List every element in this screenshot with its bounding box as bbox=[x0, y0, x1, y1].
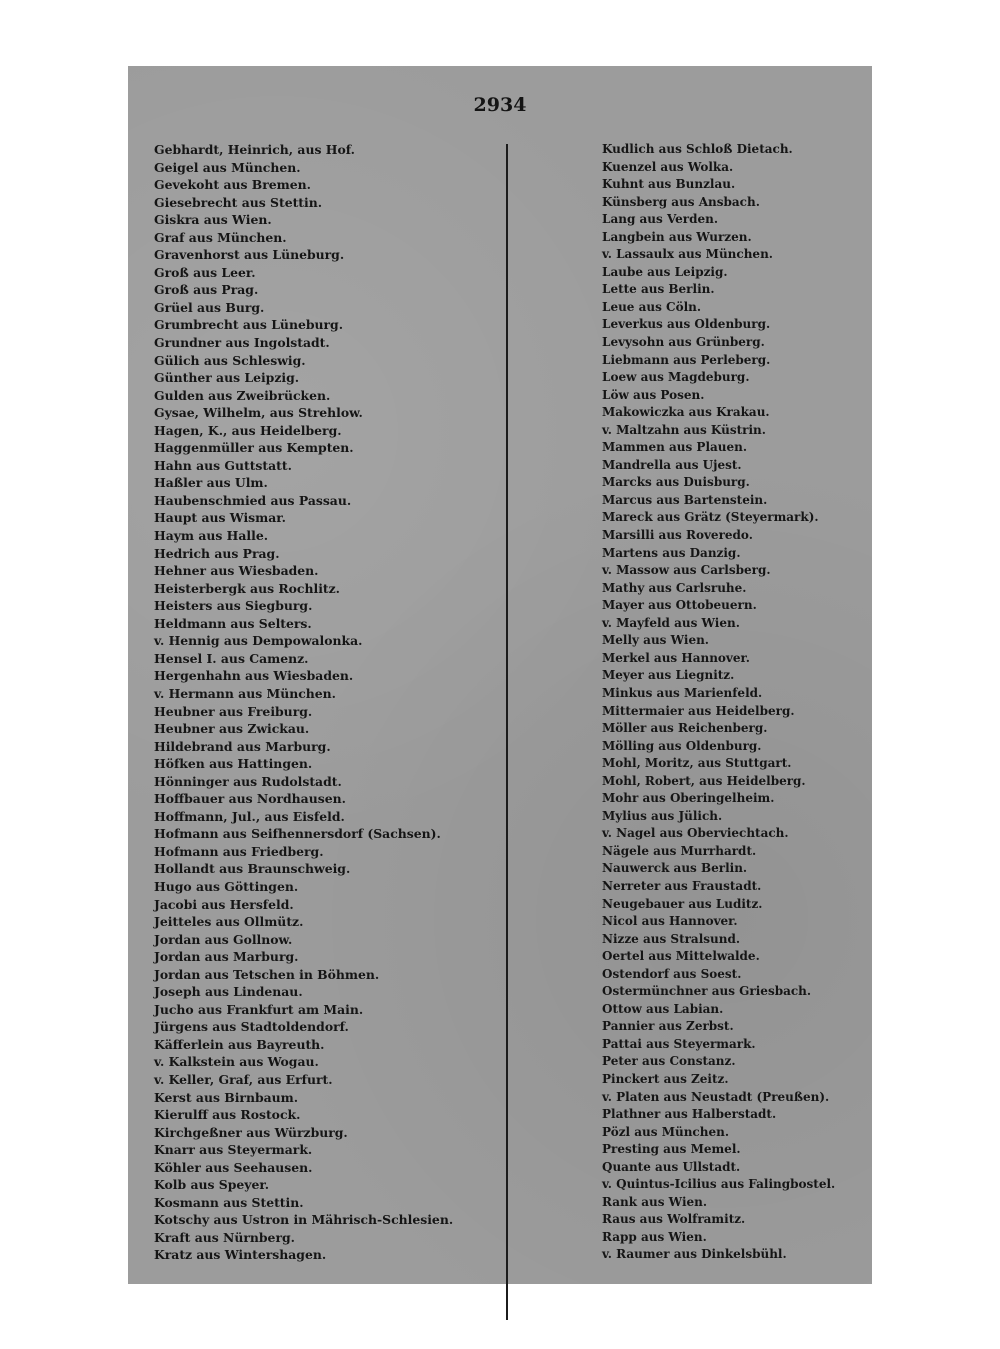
list-item: Ottow aus Labian. bbox=[602, 1001, 724, 1016]
list-item: Jordan aus Marburg. bbox=[154, 949, 299, 965]
list-item: Mandrella aus Ujest. bbox=[602, 457, 742, 472]
list-item: Laube aus Leipzig. bbox=[602, 264, 728, 279]
list-item: Marcus aus Bartenstein. bbox=[602, 492, 768, 507]
list-item: Rank aus Wien. bbox=[602, 1194, 708, 1209]
list-item: v. Kalkstein aus Wogau. bbox=[154, 1054, 319, 1070]
list-item: Gülich aus Schleswig. bbox=[154, 352, 306, 368]
list-item: Minkus aus Marienfeld. bbox=[602, 685, 763, 700]
list-item: Hofmann aus Seifhennersdorf (Sachsen). bbox=[154, 826, 441, 842]
list-item: Plathner aus Halberstadt. bbox=[602, 1107, 777, 1122]
list-item: v. Lassaulx aus München. bbox=[602, 247, 773, 262]
list-item: Pannier aus Zerbst. bbox=[602, 1019, 734, 1034]
list-item: Jacobi aus Hersfeld. bbox=[154, 896, 294, 912]
list-item: Merkel aus Hannover. bbox=[602, 650, 750, 665]
list-item: Gevekoht aus Bremen. bbox=[154, 177, 311, 193]
list-item: Hergenhahn aus Wiesbaden. bbox=[154, 668, 354, 684]
list-item: v. Hennig aus Dempowalonka. bbox=[154, 633, 363, 649]
list-item: Grumbrecht aus Lüneburg. bbox=[154, 317, 344, 333]
list-item: Raus aus Wolframitz. bbox=[602, 1212, 746, 1227]
list-item: Mylius aus Jülich. bbox=[602, 808, 723, 823]
list-item: Giskra aus Wien. bbox=[154, 212, 272, 228]
list-item: Leverkus aus Oldenburg. bbox=[602, 317, 771, 332]
list-item: Graf aus München. bbox=[154, 229, 287, 245]
list-item: Nizze aus Stralsund. bbox=[602, 931, 741, 946]
list-item: Pözl aus München. bbox=[602, 1124, 729, 1139]
list-item: Kratz aus Wintershagen. bbox=[154, 1247, 327, 1263]
list-item: Mayer aus Ottobeuern. bbox=[602, 598, 757, 613]
list-item: Gulden aus Zweibrücken. bbox=[154, 387, 331, 403]
list-item: Köhler aus Seehausen. bbox=[154, 1159, 313, 1175]
list-item: Pinckert aus Zeitz. bbox=[602, 1071, 729, 1086]
list-item: Mittermaier aus Heidelberg. bbox=[602, 703, 795, 718]
list-item: Käfferlein aus Bayreuth. bbox=[154, 1036, 325, 1052]
list-item: Möller aus Reichenberg. bbox=[602, 721, 768, 736]
list-item: Mammen aus Plauen. bbox=[602, 440, 748, 455]
list-item: v. Massow aus Carlsberg. bbox=[602, 563, 771, 578]
page-number: 2934 bbox=[473, 94, 527, 116]
list-item: Gebhardt, Heinrich, aus Hof. bbox=[154, 142, 355, 157]
list-item: Marsilli aus Roveredo. bbox=[602, 528, 753, 543]
list-item: Marcks aus Duisburg. bbox=[602, 475, 750, 490]
list-item: Liebmann aus Perleberg. bbox=[602, 352, 771, 367]
list-item: Knarr aus Steyermark. bbox=[154, 1142, 313, 1158]
list-item: Neugebauer aus Luditz. bbox=[602, 896, 763, 911]
right-column bbox=[602, 141, 868, 1264]
list-item: Kotschy aus Ustron in Mährisch-Schlesien. bbox=[154, 1212, 454, 1228]
left-column bbox=[154, 141, 494, 1264]
list-item: Makowiczka aus Krakau. bbox=[602, 405, 770, 420]
list-item: Langbein aus Wurzen. bbox=[602, 229, 752, 244]
list-item: Hugo aus Göttingen. bbox=[154, 878, 299, 894]
list-item: Loew aus Magdeburg. bbox=[602, 370, 750, 385]
list-item: Levysohn aus Grünberg. bbox=[602, 335, 765, 350]
list-item: Joseph aus Lindenau. bbox=[154, 984, 303, 1000]
list-item: Haupt aus Wismar. bbox=[154, 510, 286, 526]
list-item: Kudlich aus Schloß Dietach. bbox=[602, 142, 793, 156]
list-item: Hensel I. aus Camenz. bbox=[154, 650, 309, 666]
list-item: Haggenmüller aus Kempten. bbox=[154, 440, 354, 456]
list-item: Leue aus Cöln. bbox=[602, 299, 702, 314]
column-divider bbox=[506, 144, 508, 1320]
list-item: Hoffbauer aus Nordhausen. bbox=[154, 791, 346, 807]
list-item: Lette aus Berlin. bbox=[602, 282, 715, 297]
list-item: v. Nagel aus Oberviechtach. bbox=[602, 826, 789, 841]
list-item: Heubner aus Zwickau. bbox=[154, 721, 310, 737]
list-item: Hahn aus Guttstatt. bbox=[154, 457, 292, 473]
scanned-page bbox=[128, 66, 872, 1284]
list-item: Gysae, Wilhelm, aus Strehlow. bbox=[154, 405, 363, 421]
list-item: Hofmann aus Friedberg. bbox=[154, 843, 324, 859]
list-item: Mareck aus Grätz (Steyermark). bbox=[602, 510, 819, 525]
list-item: Günther aus Leipzig. bbox=[154, 370, 300, 386]
list-item: v. Hermann aus München. bbox=[154, 685, 336, 701]
list-item: Kerst aus Birnbaum. bbox=[154, 1089, 299, 1105]
list-item: Mohl, Robert, aus Heidelberg. bbox=[602, 773, 806, 788]
list-item: Jordan aus Gollnow. bbox=[154, 931, 293, 947]
list-item: Nerreter aus Fraustadt. bbox=[602, 878, 762, 893]
list-item: Hedrich aus Prag. bbox=[154, 545, 280, 561]
list-item: Giesebrecht aus Stettin. bbox=[154, 194, 323, 210]
list-item: Kuenzel aus Wolka. bbox=[602, 159, 734, 174]
list-item: Jeitteles aus Ollmütz. bbox=[154, 914, 304, 930]
list-item: Löw aus Posen. bbox=[602, 387, 705, 402]
list-item: Gravenhorst aus Lüneburg. bbox=[154, 247, 345, 263]
list-item: Nägele aus Murrhardt. bbox=[602, 843, 757, 858]
list-item: Hoffmann, Jul., aus Eisfeld. bbox=[154, 808, 345, 824]
list-item: v. Keller, Graf, aus Erfurt. bbox=[154, 1071, 333, 1087]
list-item: Ostendorf aus Soest. bbox=[602, 966, 742, 981]
list-item: Mohl, Moritz, aus Stuttgart. bbox=[602, 756, 792, 771]
list-item: Heubner aus Freiburg. bbox=[154, 703, 313, 719]
list-item: Höfken aus Hattingen. bbox=[154, 756, 313, 772]
list-item: Kuhnt aus Bunzlau. bbox=[602, 177, 736, 192]
list-item: Peter aus Constanz. bbox=[602, 1054, 736, 1069]
list-item: Grüel aus Burg. bbox=[154, 299, 265, 315]
list-item: Ostermünchner aus Griesbach. bbox=[602, 984, 812, 999]
list-item: Mölling aus Oldenburg. bbox=[602, 738, 762, 753]
list-item: Lang aus Verden. bbox=[602, 212, 719, 227]
list-item: Nicol aus Hannover. bbox=[602, 914, 738, 929]
list-item: Haym aus Halle. bbox=[154, 528, 269, 544]
list-item: Meyer aus Liegnitz. bbox=[602, 668, 735, 683]
list-item: Rapp aus Wien. bbox=[602, 1229, 707, 1244]
list-item: Presting aus Memel. bbox=[602, 1142, 741, 1157]
list-item: v. Raumer aus Dinkelsbühl. bbox=[602, 1247, 787, 1262]
list-item: Kosmann aus Stettin. bbox=[154, 1194, 304, 1210]
list-item: Hehner aus Wiesbaden. bbox=[154, 563, 319, 579]
list-item: Melly aus Wien. bbox=[602, 633, 709, 648]
list-item: Künsberg aus Ansbach. bbox=[602, 194, 760, 209]
list-item: Nauwerck aus Berlin. bbox=[602, 861, 748, 876]
list-item: Pattai aus Steyermark. bbox=[602, 1036, 756, 1051]
list-item: v. Platen aus Neustadt (Preußen). bbox=[602, 1089, 830, 1104]
list-item: Hildebrand aus Marburg. bbox=[154, 738, 331, 754]
list-item: Mohr aus Oberingelheim. bbox=[602, 791, 775, 806]
list-item: v. Maltzahn aus Küstrin. bbox=[602, 422, 766, 437]
list-item: Kierulff aus Rostock. bbox=[154, 1107, 301, 1123]
list-item: Grundner aus Ingolstadt. bbox=[154, 335, 330, 351]
list-item: Kraft aus Nürnberg. bbox=[154, 1229, 295, 1245]
list-item: Oertel aus Mittelwalde. bbox=[602, 949, 760, 964]
list-item: Geigel aus München. bbox=[154, 159, 301, 175]
list-item: Martens aus Danzig. bbox=[602, 545, 741, 560]
list-item: Heldmann aus Selters. bbox=[154, 615, 312, 631]
list-item: Hollandt aus Braunschweig. bbox=[154, 861, 351, 877]
list-item: Kolb aus Speyer. bbox=[154, 1177, 270, 1193]
list-item: Quante aus Ullstadt. bbox=[602, 1159, 741, 1174]
list-item: Jordan aus Tetschen in Böhmen. bbox=[154, 966, 380, 982]
list-item: Hagen, K., aus Heidelberg. bbox=[154, 422, 342, 438]
list-item: Jürgens aus Stadtoldendorf. bbox=[154, 1019, 349, 1035]
list-item: Kirchgeßner aus Würzburg. bbox=[154, 1124, 348, 1140]
list-item: v. Quintus-Icilius aus Falingbostel. bbox=[602, 1177, 836, 1192]
list-item: Haßler aus Ulm. bbox=[154, 475, 268, 491]
list-item: Hönninger aus Rudolstadt. bbox=[154, 773, 342, 789]
list-item: Haubenschmied aus Passau. bbox=[154, 492, 352, 508]
list-item: Mathy aus Carlsruhe. bbox=[602, 580, 747, 595]
list-item: Groß aus Prag. bbox=[154, 282, 259, 298]
list-item: Heisterbergk aus Rochlitz. bbox=[154, 580, 340, 596]
list-item: Heisters aus Siegburg. bbox=[154, 598, 313, 614]
list-item: Jucho aus Frankfurt am Main. bbox=[154, 1001, 364, 1017]
list-item: Groß aus Leer. bbox=[154, 264, 256, 280]
list-item: v. Mayfeld aus Wien. bbox=[602, 615, 740, 630]
